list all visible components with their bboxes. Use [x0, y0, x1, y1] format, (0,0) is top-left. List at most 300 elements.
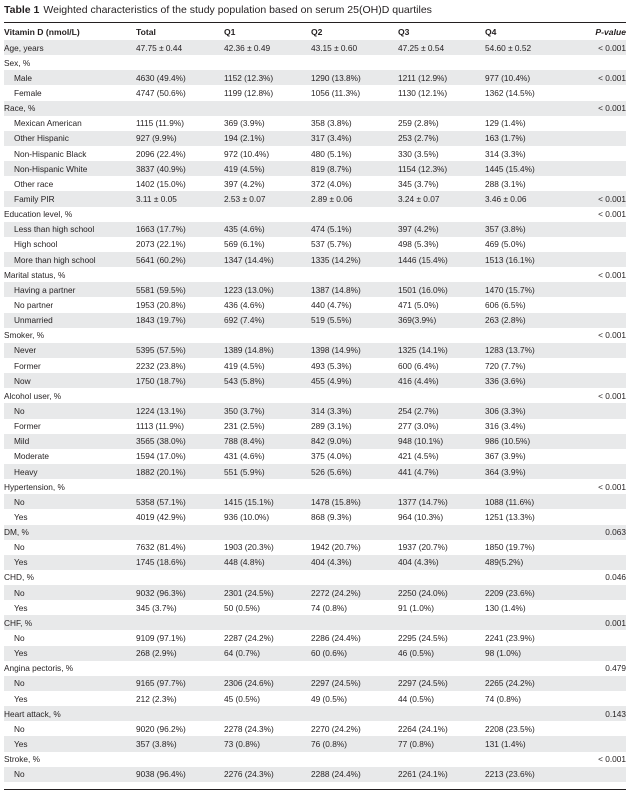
cell-q1: 42.36 ± 0.49: [224, 40, 311, 55]
cell-p-value: [571, 85, 626, 100]
table-row: [4, 101, 626, 116]
cell-total: [136, 706, 224, 721]
cell-total: 3.11 ± 0.05: [136, 191, 224, 206]
cell-p-value: < 0.001: [598, 269, 626, 280]
cell-q3: 345 (3.7%): [398, 178, 439, 189]
cell-q3: 259 (2.8%): [398, 118, 439, 129]
row-label: More than high school: [14, 254, 96, 265]
cell-q2: 480 (5.1%): [311, 148, 352, 159]
cell-p-value: [571, 343, 626, 358]
row-label-cell: [4, 85, 136, 100]
row-label-cell: [4, 222, 136, 237]
table-caption-text: Weighted characteristics of the study population based on serum 25(OH)D quartiles: [43, 4, 432, 16]
table-row: [4, 419, 626, 434]
cell-q3: [398, 706, 485, 721]
cell-q2: [311, 388, 398, 403]
cell-q3: 404 (4.3%): [398, 555, 485, 570]
header-vitamin-d: Vitamin D (nmol/L): [4, 26, 80, 37]
bottom-rule: [4, 789, 626, 790]
table-row: [4, 721, 626, 736]
cell-q1: 231 (2.5%): [224, 421, 265, 432]
cell-q2: 314 (3.3%): [311, 403, 398, 418]
row-label-cell: [4, 585, 136, 600]
cell-total: 1882 (20.1%): [136, 464, 224, 479]
cell-total: 5395 (57.5%): [136, 343, 224, 358]
table-body: [4, 40, 626, 782]
row-label-cell: [4, 131, 136, 146]
cell-q4: 1513 (16.1%): [485, 252, 571, 267]
cell-q1: 64 (0.7%): [224, 646, 311, 661]
cell-total: 3837 (40.9%): [136, 161, 224, 176]
cell-total: [136, 479, 224, 494]
cell-q3: 416 (4.4%): [398, 373, 485, 388]
cell-q1: 73 (0.8%): [224, 736, 311, 751]
table-row: [4, 207, 626, 222]
cell-q1: 194 (2.1%): [224, 131, 311, 146]
cell-total: 9032 (96.3%): [136, 585, 224, 600]
cell-q4: 469 (5.0%): [485, 239, 526, 250]
row-label-cell: [4, 70, 136, 85]
cell-q4: 364 (3.9%): [485, 464, 571, 479]
cell-q2: 1478 (15.8%): [311, 494, 398, 509]
cell-q3: 1211 (12.9%): [398, 70, 485, 85]
row-label-cell: [4, 101, 136, 116]
cell-q4: 163 (1.7%): [485, 131, 571, 146]
row-label: No: [14, 769, 25, 780]
cell-q1: 2.53 ± 0.07: [224, 191, 311, 206]
cell-q3: [398, 570, 485, 585]
row-label-cell: [4, 191, 136, 206]
row-label-cell: [4, 691, 136, 706]
cell-q1: 569 (6.1%): [224, 239, 265, 250]
cell-q1: 692 (7.4%): [224, 313, 311, 328]
row-label: Stroke, %: [4, 754, 40, 765]
cell-q2: 1398 (14.9%): [311, 343, 398, 358]
cell-q4: 2213 (23.6%): [485, 767, 571, 782]
cell-q1: 1199 (12.8%): [224, 87, 274, 98]
cell-q4: [485, 388, 571, 403]
cell-p-value: [571, 721, 626, 736]
cell-total: 5641 (60.2%): [136, 252, 224, 267]
cell-q1: 2287 (24.2%): [224, 633, 274, 644]
cell-p-value: [571, 585, 626, 600]
cell-q4: 1470 (15.7%): [485, 282, 571, 297]
cell-total: 1843 (19.7%): [136, 313, 224, 328]
cell-total: 1224 (13.1%): [136, 403, 224, 418]
cell-total: [136, 55, 224, 70]
cell-q1: 551 (5.9%): [224, 464, 311, 479]
cell-q3: 2261 (24.1%): [398, 767, 485, 782]
table-row: [4, 116, 626, 131]
cell-q4: 130 (1.4%): [485, 602, 526, 613]
cell-total: 1594 (17.0%): [136, 451, 186, 462]
cell-q3: 1325 (14.1%): [398, 343, 485, 358]
cell-q2: 1387 (14.8%): [311, 282, 398, 297]
cell-q3: [398, 661, 485, 676]
cell-total: [136, 525, 224, 540]
cell-q1: 2306 (24.6%): [224, 676, 311, 691]
cell-q1: 1903 (20.3%): [224, 542, 274, 553]
cell-q2: [311, 101, 398, 116]
table-row: [4, 176, 626, 191]
row-label: Yes: [14, 511, 28, 522]
cell-q2: 1290 (13.8%): [311, 70, 398, 85]
cell-total: 927 (9.9%): [136, 131, 224, 146]
cell-total: 3565 (38.0%): [136, 434, 224, 449]
table-row: [4, 161, 626, 176]
cell-q2: 868 (9.3%): [311, 511, 352, 522]
row-label: No: [14, 542, 25, 553]
cell-q3: 47.25 ± 0.54: [398, 40, 485, 55]
cell-q1: [224, 570, 311, 585]
cell-total: [136, 388, 224, 403]
cell-q2: 2270 (24.2%): [311, 723, 361, 734]
cell-q2: [311, 207, 398, 222]
row-label: Former: [14, 421, 41, 432]
cell-p-value: < 0.001: [598, 330, 626, 341]
cell-q3: 330 (3.5%): [398, 148, 439, 159]
cell-q3: 46 (0.5%): [398, 646, 485, 661]
cell-q4: [485, 525, 571, 540]
row-label-cell: [4, 706, 136, 721]
table-row: [4, 555, 626, 570]
cell-p-value: [571, 358, 626, 373]
cell-total: 1115 (11.9%): [136, 118, 184, 129]
cell-q4: 129 (1.4%): [485, 118, 526, 129]
table-row: [4, 55, 626, 70]
table-row: [4, 479, 626, 494]
cell-q3: [398, 752, 485, 767]
table-row: [4, 661, 626, 676]
cell-q3: 1446 (15.4%): [398, 252, 485, 267]
row-label: CHF, %: [4, 617, 33, 628]
cell-p-value: [571, 176, 626, 191]
cell-q4: 131 (1.4%): [485, 736, 571, 751]
cell-q4: 1362 (14.5%): [485, 87, 535, 98]
cell-q3: 1377 (14.7%): [398, 494, 485, 509]
cell-p-value: < 0.001: [571, 191, 626, 206]
cell-p-value: [571, 116, 626, 131]
cell-q2: 537 (5.7%): [311, 239, 352, 250]
cell-total: 5581 (59.5%): [136, 282, 224, 297]
row-label: Now: [14, 375, 31, 386]
cell-p-value: 0.046: [605, 572, 626, 583]
cell-q4: [485, 615, 571, 630]
cell-q3: [398, 207, 485, 222]
cell-q3: [398, 479, 485, 494]
cell-q4: 316 (3.4%): [485, 421, 526, 432]
row-label-cell: [4, 646, 136, 661]
header-q2: Q2: [311, 26, 323, 37]
row-label-cell: [4, 297, 136, 312]
cell-q3: [398, 615, 485, 630]
cell-q1: 45 (0.5%): [224, 693, 260, 704]
table-row: [4, 767, 626, 782]
row-label: Having a partner: [14, 284, 76, 295]
row-label-cell: [4, 116, 136, 131]
cell-p-value: 0.063: [571, 525, 626, 540]
cell-q4: 1850 (19.7%): [485, 542, 535, 553]
table-row: [4, 630, 626, 645]
cell-q2: 493 (5.3%): [311, 360, 352, 371]
cell-q3: 253 (2.7%): [398, 131, 485, 146]
row-label: No: [14, 678, 25, 689]
row-label-cell: [4, 509, 136, 524]
row-label: Heart attack, %: [4, 708, 61, 719]
row-label: Male: [14, 72, 32, 83]
cell-q2: 76 (0.8%): [311, 736, 398, 751]
cell-q4: 720 (7.7%): [485, 360, 526, 371]
table-row: [4, 464, 626, 479]
cell-q4: [485, 706, 571, 721]
cell-q2: 526 (5.6%): [311, 464, 398, 479]
cell-q4: 3.46 ± 0.06: [485, 191, 571, 206]
row-label-cell: [4, 55, 136, 70]
cell-q2: 43.15 ± 0.60: [311, 40, 398, 55]
row-label-cell: [4, 146, 136, 161]
row-label-cell: [4, 600, 136, 615]
row-label-cell: [4, 721, 136, 736]
cell-q4: 489(5.2%): [485, 555, 571, 570]
cell-q3: 77 (0.8%): [398, 736, 485, 751]
row-label-cell: [4, 267, 136, 282]
table-row: [4, 297, 626, 312]
header-q3: Q3: [398, 26, 410, 37]
cell-q3: 91 (1.0%): [398, 602, 434, 613]
characteristics-table: [4, 23, 626, 782]
cell-q1: 448 (4.8%): [224, 555, 311, 570]
cell-total: [136, 328, 224, 343]
cell-q3: 600 (6.4%): [398, 360, 439, 371]
table-row: [4, 434, 626, 449]
row-label: High school: [14, 239, 58, 250]
cell-q3: 2250 (24.0%): [398, 585, 485, 600]
cell-p-value: [571, 434, 626, 449]
cell-q1: 2278 (24.3%): [224, 723, 274, 734]
table-row: [4, 267, 626, 282]
table-row: [4, 343, 626, 358]
table-caption-label: Table 1: [4, 4, 40, 16]
row-label-cell: [4, 328, 136, 343]
cell-total: 9109 (97.1%): [136, 633, 186, 644]
row-label: Yes: [14, 602, 28, 613]
row-label: No partner: [14, 299, 54, 310]
row-label-cell: [4, 449, 136, 464]
cell-q1: [224, 328, 311, 343]
cell-q2: 1335 (14.2%): [311, 252, 398, 267]
row-label: Less than high school: [14, 224, 95, 235]
cell-q3: 1154 (12.3%): [398, 161, 485, 176]
cell-p-value: < 0.001: [598, 209, 626, 220]
row-label: No: [14, 496, 25, 507]
row-label-cell: [4, 403, 136, 418]
table-row: [4, 282, 626, 297]
cell-q1: 350 (3.7%): [224, 403, 311, 418]
row-label-cell: [4, 570, 136, 585]
cell-total: 4019 (42.9%): [136, 511, 186, 522]
row-label: No: [14, 723, 25, 734]
row-label-cell: [4, 252, 136, 267]
row-label-cell: [4, 555, 136, 570]
table-row: [4, 40, 626, 55]
cell-q1: [224, 267, 311, 282]
cell-total: 212 (2.3%): [136, 693, 177, 704]
cell-q2: [311, 752, 398, 767]
cell-p-value: 0.001: [571, 615, 626, 630]
table-row: [4, 70, 626, 85]
cell-q4: 336 (3.6%): [485, 373, 571, 388]
row-label: DM, %: [4, 527, 29, 538]
cell-q2: [311, 706, 398, 721]
cell-total: 357 (3.8%): [136, 736, 224, 751]
cell-q2: 455 (4.9%): [311, 373, 398, 388]
cell-q3: 471 (5.0%): [398, 299, 439, 310]
cell-p-value: [571, 449, 626, 464]
cell-q1: [224, 706, 311, 721]
row-label: Age, years: [4, 42, 44, 53]
cell-q3: 964 (10.3%): [398, 511, 444, 522]
row-label: Marital status, %: [4, 269, 66, 280]
table-row: [4, 373, 626, 388]
table-row: [4, 328, 626, 343]
cell-q2: 372 (4.0%): [311, 178, 352, 189]
cell-p-value: [571, 313, 626, 328]
cell-total: [136, 101, 224, 116]
row-label-cell: [4, 630, 136, 645]
cell-q4: [485, 752, 571, 767]
cell-q3: [398, 328, 485, 343]
header-q4: Q4: [485, 26, 497, 37]
cell-q2: [311, 55, 398, 70]
cell-p-value: [571, 691, 626, 706]
table-row: [4, 85, 626, 100]
cell-total: 4630 (49.4%): [136, 70, 224, 85]
row-label: Mild: [14, 436, 30, 447]
cell-q4: 977 (10.4%): [485, 70, 571, 85]
table-row: [4, 191, 626, 206]
cell-q2: 404 (4.3%): [311, 555, 398, 570]
cell-p-value: [571, 282, 626, 297]
cell-q2: [311, 570, 398, 585]
cell-p-value: [571, 146, 626, 161]
cell-q3: [398, 525, 485, 540]
cell-q4: [485, 55, 571, 70]
cell-q2: [311, 328, 398, 343]
cell-q2: 74 (0.8%): [311, 602, 347, 613]
cell-total: [136, 207, 224, 222]
row-label: Moderate: [14, 451, 50, 462]
table-row: [4, 525, 626, 540]
cell-q1: [224, 207, 311, 222]
row-label: Non-Hispanic White: [14, 163, 88, 174]
cell-p-value: < 0.001: [598, 754, 626, 765]
table-row: [4, 252, 626, 267]
table-row: [4, 676, 626, 691]
row-label: CHD, %: [4, 572, 34, 583]
cell-q2: 317 (3.4%): [311, 131, 398, 146]
cell-q1: 788 (8.4%): [224, 434, 311, 449]
cell-q4: 367 (3.9%): [485, 451, 526, 462]
cell-q3: [398, 267, 485, 282]
cell-p-value: [571, 55, 626, 70]
cell-q4: 2208 (23.5%): [485, 723, 535, 734]
row-label: Female: [14, 87, 42, 98]
row-label-cell: [4, 313, 136, 328]
cell-total: [136, 752, 224, 767]
cell-q1: 435 (4.6%): [224, 222, 311, 237]
cell-q3: 1937 (20.7%): [398, 542, 448, 553]
cell-q1: [224, 752, 311, 767]
table-row: [4, 540, 626, 555]
cell-p-value: [571, 131, 626, 146]
row-label: Angina pectoris, %: [4, 663, 74, 674]
table-row: [4, 646, 626, 661]
table-row: [4, 600, 626, 615]
cell-p-value: [571, 494, 626, 509]
cell-q1: [224, 101, 311, 116]
cell-q4: 986 (10.5%): [485, 434, 571, 449]
cell-p-value: [571, 767, 626, 782]
cell-q2: 2288 (24.4%): [311, 767, 398, 782]
cell-q4: 288 (3.1%): [485, 178, 526, 189]
cell-p-value: < 0.001: [598, 481, 626, 492]
cell-q2: 49 (0.5%): [311, 693, 347, 704]
cell-total: 9038 (96.4%): [136, 767, 224, 782]
cell-total: 268 (2.9%): [136, 646, 224, 661]
cell-total: 1113 (11.9%): [136, 421, 184, 432]
row-label-cell: [4, 752, 136, 767]
header-p-value: [571, 23, 626, 40]
cell-q4: 306 (3.3%): [485, 403, 571, 418]
cell-total: [136, 661, 224, 676]
cell-q3: 1501 (16.0%): [398, 282, 485, 297]
cell-q3: 948 (10.1%): [398, 434, 485, 449]
cell-total: 2232 (23.8%): [136, 360, 186, 371]
row-label-cell: [4, 767, 136, 782]
row-label: Sex, %: [4, 57, 31, 68]
row-label: Hypertension, %: [4, 481, 65, 492]
row-label: Mexican American: [14, 118, 82, 129]
cell-total: 1745 (18.6%): [136, 555, 224, 570]
cell-q2: 440 (4.7%): [311, 299, 352, 310]
cell-q4: [485, 570, 571, 585]
cell-p-value: 0.479: [605, 663, 626, 674]
row-label: Smoker, %: [4, 330, 45, 341]
row-label-cell: [4, 388, 136, 403]
cell-total: 7632 (81.4%): [136, 542, 186, 553]
table-row: [4, 691, 626, 706]
cell-q4: [485, 101, 571, 116]
cell-q1: 2301 (24.5%): [224, 585, 311, 600]
cell-q1: 972 (10.4%): [224, 148, 270, 159]
table-row: [4, 313, 626, 328]
cell-q3: 2264 (24.1%): [398, 723, 448, 734]
cell-q3: 369(3.9%): [398, 313, 485, 328]
cell-q2: 2.89 ± 0.06: [311, 191, 398, 206]
row-label: No: [14, 405, 25, 416]
table-row: [4, 570, 626, 585]
row-label: Yes: [14, 739, 28, 750]
cell-q2: [311, 615, 398, 630]
cell-total: 9165 (97.7%): [136, 676, 224, 691]
cell-p-value: [571, 464, 626, 479]
cell-q1: [224, 661, 311, 676]
cell-total: 5358 (57.1%): [136, 494, 224, 509]
header-row: [4, 23, 626, 40]
cell-total: 345 (3.7%): [136, 602, 177, 613]
row-label: No: [14, 587, 25, 598]
cell-p-value: 0.143: [571, 706, 626, 721]
